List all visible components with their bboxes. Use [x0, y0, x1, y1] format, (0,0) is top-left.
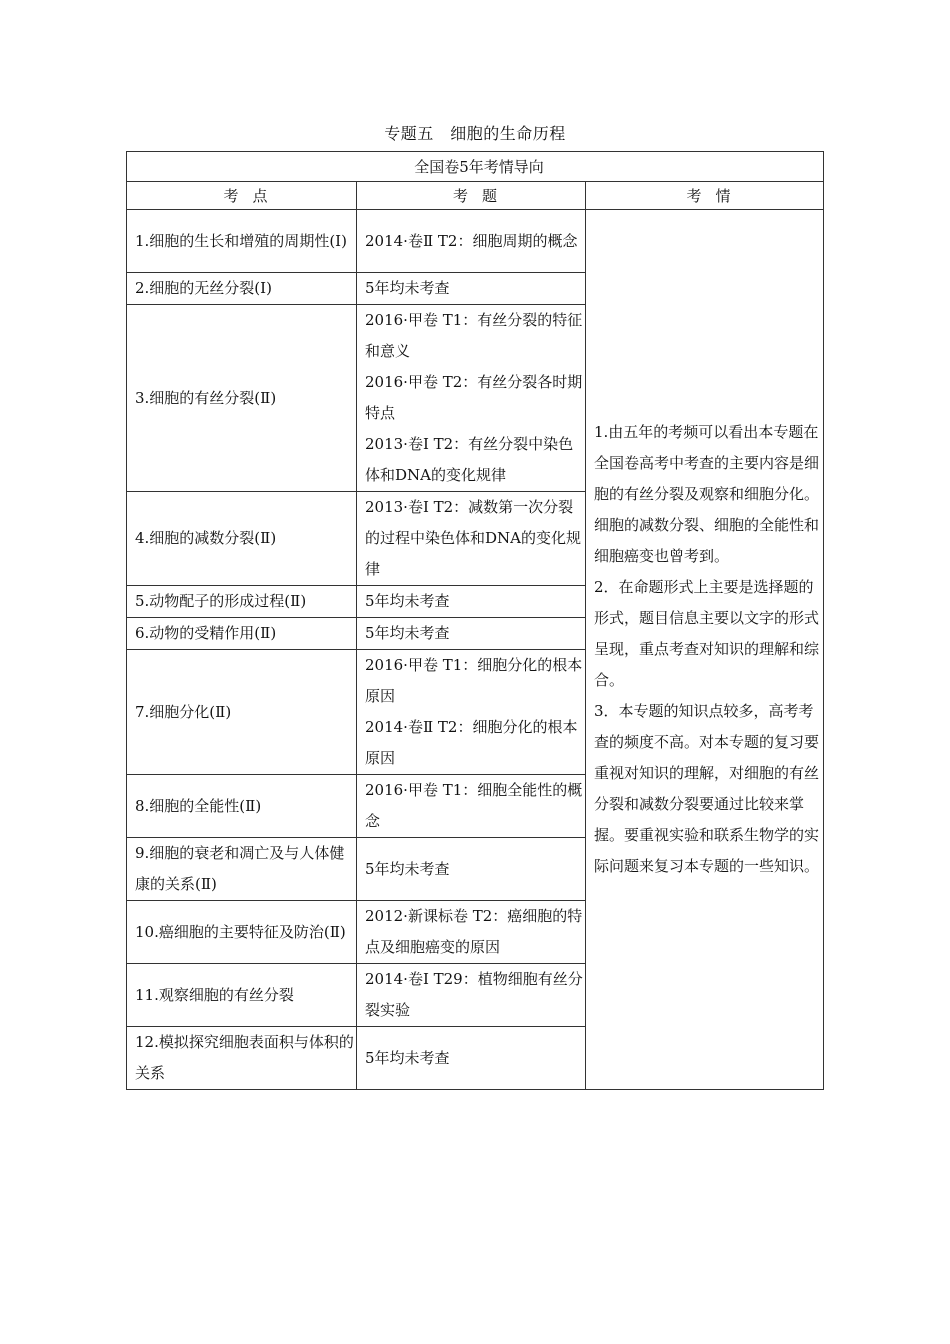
exam-questions — [357, 838, 586, 901]
exam-question: 5年均未考查 — [365, 859, 450, 878]
knowledge-point: 7.细胞分化(Ⅱ) — [127, 650, 357, 775]
knowledge-point: 9.细胞的衰老和凋亡及与人体健康的关系(Ⅱ) — [127, 838, 357, 901]
exam-situation — [586, 210, 824, 1090]
column-header-questions: 考题 — [357, 182, 586, 210]
exam-question: 5年均未考查 — [365, 1048, 450, 1067]
knowledge-point: 4.细胞的减数分裂(Ⅱ) — [127, 492, 357, 586]
knowledge-point: 12.模拟探究细胞表面积与体积的关系 — [127, 1027, 357, 1090]
exam-questions — [357, 618, 586, 650]
knowledge-point: 11.观察细胞的有丝分裂 — [127, 964, 357, 1027]
exam-question: 2016·甲卷 T1：细胞全能性的概念 — [365, 781, 583, 830]
exam-question: 2014·卷Ⅰ T29：植物细胞有丝分裂实验 — [365, 970, 583, 1019]
knowledge-point: 5.动物配子的形成过程(Ⅱ) — [127, 586, 357, 618]
situation-paragraph: 3．本专题的知识点较多，高考考查的频度不高。对本专题的复习要重视对知识的理解，对细胞的有丝分裂和减数分裂要通过比较来掌握。要重视实验和联系生物学的实际问题来复习本专题的一些知识。 — [594, 702, 820, 875]
exam-question: 2013·卷Ⅰ T2：减数第一次分裂的过程中染色体和DNA的变化规律 — [365, 498, 581, 578]
exam-questions — [357, 1027, 586, 1090]
exam-questions — [357, 210, 586, 273]
column-header-situation: 考情 — [586, 182, 824, 210]
exam-question: 2016·甲卷 T1：有丝分裂的特征和意义 — [365, 311, 583, 360]
exam-guide-table — [126, 151, 824, 1090]
column-header-point: 考点 — [127, 182, 357, 210]
exam-questions — [357, 964, 586, 1027]
table-row — [127, 210, 824, 273]
exam-questions — [357, 305, 586, 492]
exam-question: 2016·甲卷 T1：细胞分化的根本原因 — [365, 656, 583, 705]
situation-paragraph: 2．在命题形式上主要是选择题的形式，题目信息主要以文字的形式呈现，重点考查对知识的理解和综合。 — [594, 578, 820, 689]
exam-question: 5年均未考查 — [365, 592, 450, 610]
exam-questions — [357, 492, 586, 586]
knowledge-point: 6.动物的受精作用(Ⅱ) — [127, 618, 357, 650]
exam-questions — [357, 586, 586, 618]
table-caption: 全国卷5年考情导向 — [127, 152, 824, 182]
situation-paragraph: 1.由五年的考频可以看出本专题在全国卷高考中考查的主要内容是细胞的有丝分裂及观察和细胞分化。细胞的减数分裂、细胞的全能性和细胞癌变也曾考到。 — [594, 423, 820, 565]
exam-question: 5年均未考查 — [365, 279, 450, 297]
exam-questions — [357, 650, 586, 775]
knowledge-point: 8.细胞的全能性(Ⅱ) — [127, 775, 357, 838]
exam-questions — [357, 775, 586, 838]
knowledge-point: 1.细胞的生长和增殖的周期性(Ⅰ) — [127, 210, 357, 273]
exam-questions — [357, 273, 586, 305]
knowledge-point: 10.癌细胞的主要特征及防治(Ⅱ) — [127, 901, 357, 964]
knowledge-point: 2.细胞的无丝分裂(Ⅰ) — [127, 273, 357, 305]
page-title: 专题五 细胞的生命历程 — [384, 124, 566, 143]
exam-question: 2014·卷Ⅱ T2：细胞周期的概念 — [365, 231, 578, 250]
exam-question: 5年均未考查 — [365, 624, 450, 642]
exam-question: 2012·新课标卷 T2：癌细胞的特点及细胞癌变的原因 — [365, 907, 583, 956]
knowledge-point: 3.细胞的有丝分裂(Ⅱ) — [127, 305, 357, 492]
exam-question: 2013·卷Ⅰ T2：有丝分裂中染色体和DNA的变化规律 — [365, 435, 574, 484]
exam-question: 2014·卷Ⅱ T2：细胞分化的根本原因 — [365, 718, 578, 767]
exam-question: 2016·甲卷 T2：有丝分裂各时期特点 — [365, 373, 583, 422]
exam-questions — [357, 901, 586, 964]
